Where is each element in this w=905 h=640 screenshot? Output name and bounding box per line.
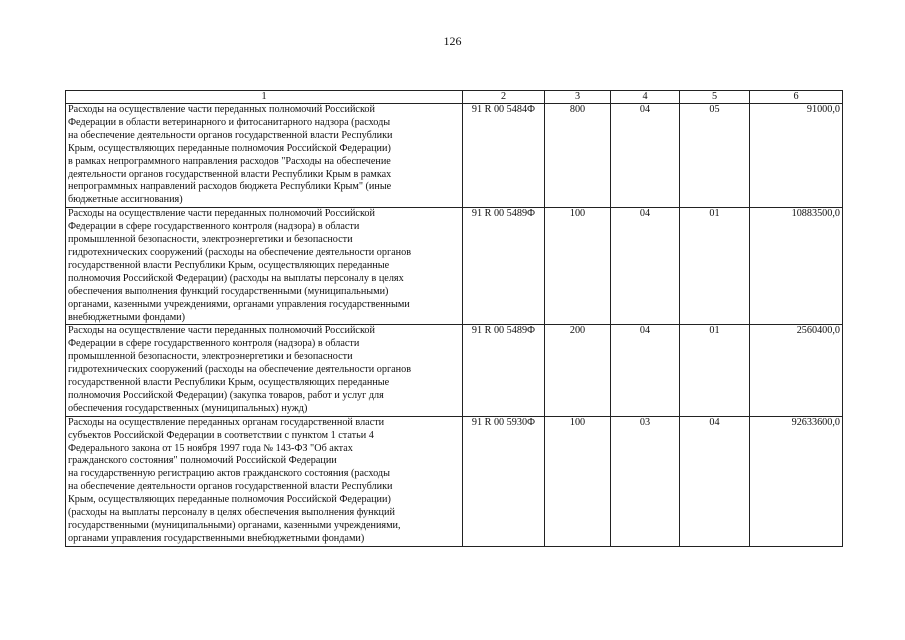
budget-code: 91 R 00 5489Ф [463, 208, 545, 325]
column-header: 4 [611, 91, 680, 104]
table-row [66, 325, 843, 416]
table-row [66, 416, 843, 546]
expense-type-code: 100 [545, 208, 611, 325]
budget-table [65, 90, 843, 547]
expense-type-code: 200 [545, 325, 611, 416]
table-row [66, 104, 843, 208]
column-header: 5 [680, 91, 750, 104]
table-row [66, 208, 843, 325]
subsection-code: 01 [680, 208, 750, 325]
page-number: 126 [443, 34, 462, 48]
budget-code: 91 R 00 5930Ф [463, 416, 545, 546]
expense-description: Расходы на осуществление части переданных полномочий Российской Федерации в сфере государственного контроля (надзора) в области промышленной безопасности, электроэнергетики и безопасности гидротехнических сооружений (расходы на обеспечение деятельности органов государственной власти Республики Крым, осуществляющих переданные полномочия Российской Федерации) (расходы на выплаты персоналу в целях обеспечения выполнения функций государственными (муниципальными) органами, казенными учреждениями, органами управления государственными внебюджетными фондами) [66, 208, 463, 325]
expense-description: Расходы на осуществление части переданных полномочий Российской Федерации в сфере государственного контроля (надзора) в области промышленной безопасности, электроэнергетики и безопасности гидротехнических сооружений (расходы на обеспечение деятельности органов государственной власти Республики Крым, осуществляющих переданные полномочия Российской Федерации) (закупка товаров, работ и услуг для обеспечения государственных (муниципальных) нужд) [66, 325, 463, 416]
amount-value: 92633600,0 [750, 416, 843, 546]
section-code: 04 [611, 325, 680, 416]
expense-type-code: 100 [545, 416, 611, 546]
subsection-code: 05 [680, 104, 750, 208]
subsection-code: 04 [680, 416, 750, 546]
amount-value: 10883500,0 [750, 208, 843, 325]
section-code: 04 [611, 208, 680, 325]
column-header: 1 [66, 91, 463, 104]
budget-code: 91 R 00 5484Ф [463, 104, 545, 208]
subsection-code: 01 [680, 325, 750, 416]
column-header: 2 [463, 91, 545, 104]
amount-value: 2560400,0 [750, 325, 843, 416]
budget-code: 91 R 00 5489Ф [463, 325, 545, 416]
section-code: 03 [611, 416, 680, 546]
column-header: 3 [545, 91, 611, 104]
expense-type-code: 800 [545, 104, 611, 208]
amount-value: 91000,0 [750, 104, 843, 208]
table-header-row [66, 91, 843, 104]
column-header: 6 [750, 91, 843, 104]
expense-description: Расходы на осуществление части переданных полномочий Российской Федерации в области ветеринарного и фитосанитарного надзора (расходы на обеспечение деятельности органов государственной власти Республики Крым, осуществляющих переданные полномочия Российской Федерации) в рамках непрограммного направления расходов "Расходы на обеспечение деятельности органов государственной власти Республики Крым в рамках непрограммных направлений расходов бюджета Республики Крым" (иные бюджетные ассигнования) [66, 104, 463, 208]
expense-description: Расходы на осуществление переданных органам государственной власти субъектов Российской Федерации в соответствии с пунктом 1 статьи 4 Федерального закона от 15 ноября 1997 года № 143-ФЗ "Об актах гражданского состояния" полномочий Российской Федерации на государственную регистрацию актов гражданского состояния (расходы на обеспечение деятельности органов государственной власти Республики Крым, осуществляющих переданные полномочия Российской Федерации) (расходы на выплаты персоналу в целях обеспечения выполнения функций государственными (муниципальными) органами, казенными учреждениями, органами управления государственными внебюджетными фондами) [66, 416, 463, 546]
section-code: 04 [611, 104, 680, 208]
